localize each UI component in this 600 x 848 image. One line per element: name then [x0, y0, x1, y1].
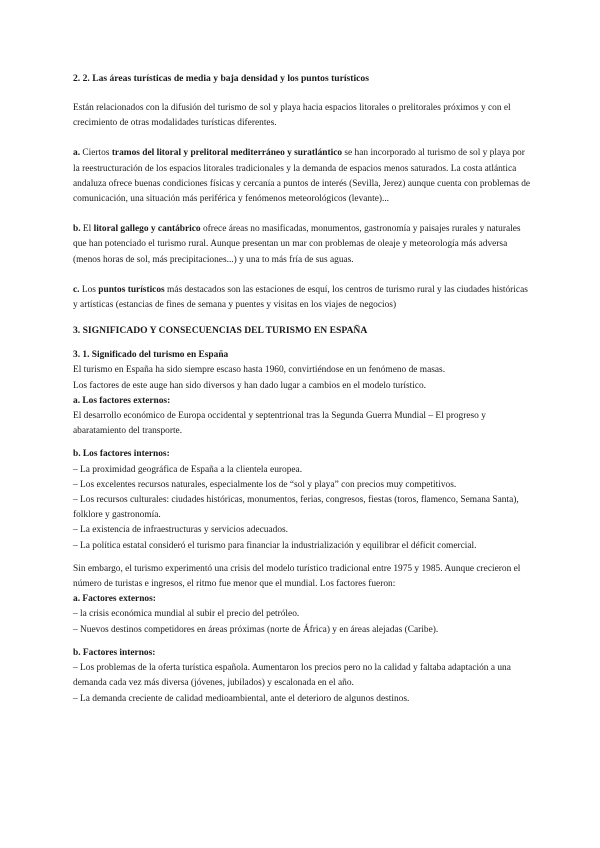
internal-factor-2-item: – Los problemas de la oferta turística española. Aumentaron los precios pero no la calidad y faltaba adaptación a una demanda cada vez más diversa (jóvenes, jubilados) y escalonada en el año.: [73, 663, 511, 689]
paragraph-c-pre: Los: [79, 284, 99, 295]
paragraph-b-bold: litoral gallego y cantábrico: [93, 224, 201, 235]
internal-factor-item: – La política estatal consideró el turismo para financiar la industrialización y equilibrar el déficit comercial.: [73, 540, 477, 551]
paragraph-a: [73, 146, 533, 207]
paragraph-a-bold: tramos del litoral y prelitoral mediterráneo y suratlántico: [111, 148, 343, 159]
paragraph-b-pre: El: [80, 224, 94, 235]
external-factor-item: – la crisis económica mundial al subir el precio del petróleo.: [73, 609, 300, 620]
external-factors-2-heading: a. Factores externos:: [73, 594, 156, 605]
paragraph-a-pre: Ciertos: [80, 148, 112, 159]
paragraph-b-label: b.: [73, 224, 81, 235]
internal-factor-item: – La existencia de infraestructuras y servicios adecuados.: [73, 525, 289, 536]
paragraph-c-text: más destacados son las estaciones de esquí, los centros de turismo rural y las ciudades históricas y artísticas (estancias de fines de semana y puentes y visitas en los viajes de negocios): [73, 284, 528, 311]
internal-factor-item: – Los recursos culturales: ciudades históricas, monumentos, ferias, congresos, fiestas (toros, flamenco, Semana Santa), folklore y gastronomía.: [73, 495, 519, 521]
paragraph-b-text: ofrece áreas no masificadas, monumentos, gastronomía y paisajes rurales y naturales que han potenciado el turismo rural. Aunque presentan un mar con problemas de oleaje y meteorología más adversa (menos horas de sol, más precipitaciones...) y una to más fría de sus aguas.: [73, 224, 521, 265]
crisis-paragraph: Sin embargo, el turismo experimentó una crisis del modelo turístico tradicional entre 1975 y 1985. Aunque crecieron el número de turistas e ingresos, el ritmo fue menor que el mundial. Los factores fueron:: [73, 563, 521, 590]
section-2-2-intro: Están relacionados con la difusión del turismo de sol y playa hacia espacios litorales o prelitorales próximos y con el crecimiento de otras modalidades turísticas diferentes.: [73, 103, 511, 129]
external-factors-text: El desarrollo económico de Europa occidental y septentrional tras la Segunda Guerra Mundial – El progreso y abaratamiento del transporte.: [73, 411, 486, 437]
section-3-1-line-1: El turismo en España ha sido siempre escaso hasta 1960, convirtiéndose en un fenómeno de masas.: [73, 365, 446, 376]
external-factors-heading: a. Los factores externos:: [73, 395, 171, 406]
paragraph-b: [73, 222, 533, 268]
internal-factors-2-heading: b. Factores internos:: [73, 647, 156, 658]
paragraph-c-bold: puntos turísticos: [98, 284, 165, 295]
paragraph-a-text: se han incorporado al turismo de sol y playa por la reestructuración de los espacios litorales tradicionales y la demanda de espacios menos saturados. La costa atlántica andaluza ofrece buenas condiciones físicas y cercanía a puntos de interés (Sevilla, Jerez) aunque cuenta con problemas de comunicación, una situación más periférica y fenómenos meteorológicos (levante)...: [73, 148, 531, 205]
document-page: [73, 71, 533, 707]
section-3-1-line-2: Los factores de este auge han sido diversos y han dado lugar a cambios en el modelo turístico.: [73, 380, 427, 391]
section-2-2-heading: 2. 2. Las áreas turísticas de media y baja densidad y los puntos turísticos: [73, 73, 369, 84]
paragraph-a-label: a.: [73, 148, 81, 159]
section-3-1-heading: 3. 1. Significado del turismo en España: [73, 350, 229, 361]
external-factor-item: – Nuevos destinos competidores en áreas próximas (norte de África) y en áreas alejadas (Caribe).: [73, 624, 439, 635]
paragraph-c: [73, 283, 533, 313]
section-3-heading: 3. SIGNIFICADO Y CONSECUENCIAS DEL TURISMO EN ESPAÑA: [73, 325, 368, 337]
internal-factor-2-item: – La demanda creciente de calidad medioambiental, ante el deterioro de algunos destinos.: [73, 693, 410, 704]
internal-factor-item: – La proximidad geográfica de España a la clientela europea.: [73, 464, 303, 475]
paragraph-c-label: c.: [73, 284, 80, 295]
internal-factor-item: – Los excelentes recursos naturales, especialmente los de “sol y playa” con precios muy competitivos.: [73, 479, 457, 490]
internal-factors-heading: b. Los factores internos:: [73, 449, 170, 460]
